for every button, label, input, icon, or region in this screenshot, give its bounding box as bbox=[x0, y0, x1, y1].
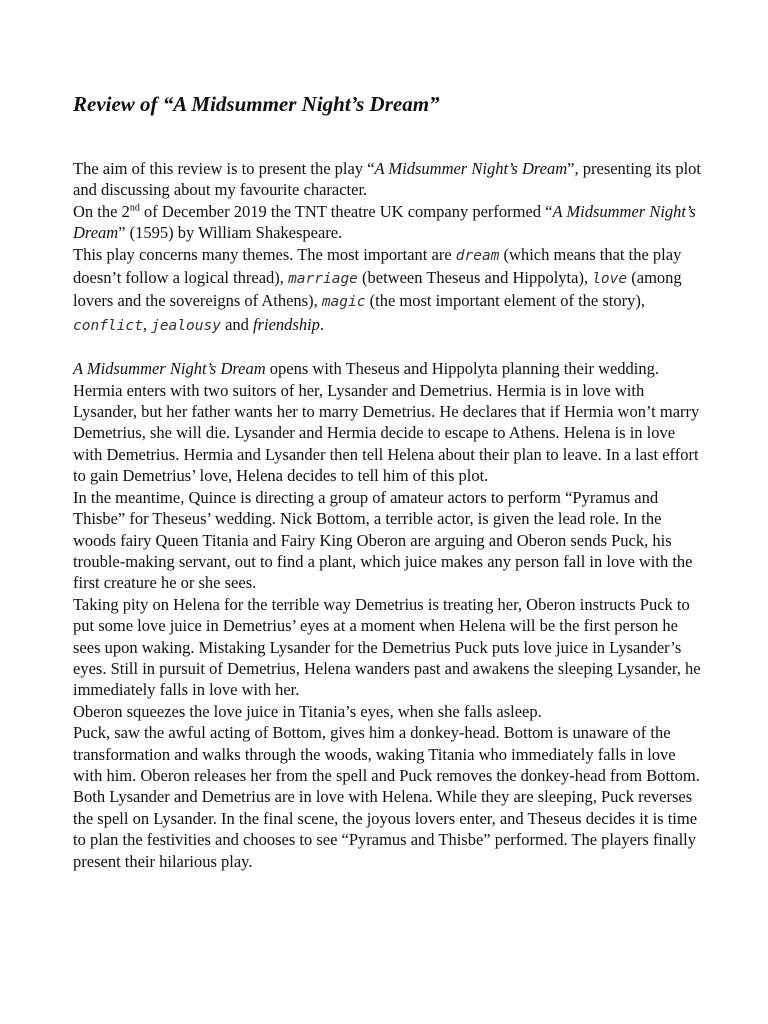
themes-text-g: and bbox=[220, 314, 254, 334]
intro-aim-text-a: The aim of this review is to present the play “ bbox=[73, 159, 375, 178]
themes-text-f: , bbox=[142, 314, 152, 334]
theme-conflict: conflict bbox=[73, 317, 143, 334]
plot-paragraph-oberon: Taking pity on Helena for the terrible way Demetrius is treating her, Oberon instructs Puck to put some love juice in Demetrius’ eyes at a moment when Helena will be the first person he sees upon waking. Mistaking Lysander for the Demetrius Puck puts love juice in Lysander’s eyes. Still in pursuit of Demetrius, Helena wanders past and awakens the sleeping Lysander, he immediately falls in love with her. bbox=[73, 594, 701, 700]
plot-paragraph-finale: Both Lysander and Demetrius are in love with Helena. While they are sleeping, Puck reverses the spell on Lysander. In the final scene, the joyous lovers enter, and Theseus decides it is time to plan the festivities and chooses to see “Pyramus and Thisbe” performed. The players finally present their hilarious play. bbox=[73, 787, 698, 871]
intro-paragraph-aim bbox=[73, 158, 705, 201]
intro-performance-text-c: ” (1595) by William Shakespeare. bbox=[118, 223, 343, 243]
theme-love: love bbox=[592, 271, 628, 288]
plot-paragraph-titania: Oberon squeezes the love juice in Titania’s eyes, when she falls asleep. bbox=[73, 701, 542, 721]
theme-friendship: friendship bbox=[253, 314, 320, 334]
themes-text-a: This play concerns many themes. The most important are bbox=[73, 244, 456, 264]
themes-text-c: (between Theseus and Hippolyta), bbox=[357, 268, 593, 288]
document-page bbox=[73, 90, 705, 872]
theme-marriage: marriage bbox=[288, 271, 358, 288]
plot-opening-play-title: A Midsummer Night’s Dream bbox=[73, 359, 266, 379]
plot-paragraph-quince: In the meantime, Quince is directing a group of amateur actors to perform “Pyramus and Thisbe” for Theseus’ wedding. Nick Bottom, a terrible actor, is given the lead role. In the woods fairy Queen Titania and Fairy King Oberon are arguing and Oberon sends Puck, his trouble-making servant, out to find a plant, which juice makes any person fall in love with the first creature he or she sees. bbox=[73, 487, 693, 593]
intro-paragraph-performance bbox=[73, 201, 705, 244]
intro-paragraph-themes bbox=[73, 244, 705, 338]
intro-aim-play-title: A Midsummer Night’s Dream bbox=[374, 159, 568, 178]
intro-aim-text-b: ”, presenting its plot and discussing about my favourite character. bbox=[73, 159, 701, 200]
theme-magic: magic bbox=[321, 294, 366, 311]
theme-dream: dream bbox=[455, 247, 500, 264]
intro-performance-text-a: On the 2 bbox=[73, 201, 130, 221]
document-title: Review of “A Midsummer Night’s Dream” bbox=[73, 92, 440, 116]
intro-performance-text-b: of December 2019 the TNT theatre UK company performed “ bbox=[139, 201, 553, 221]
intro-performance-ordinal: nd bbox=[129, 202, 140, 214]
plot-paragraph-bottom: Puck, saw the awful acting of Bottom, gives him a donkey-head. Bottom is unaware of the transformation and walks through the woods, waking Titania who immediately falls in love with him. Oberon releases her from the spell and Puck removes the donkey-head from Bottom. bbox=[73, 723, 700, 785]
themes-text-b: (which means that the play doesn’t follow a logical thread), bbox=[73, 244, 682, 288]
plot-opening-text: opens with Theseus and Hippolyta planning their wedding. Hermia enters with two suitors of her, Lysander and Demetrius. Hermia is in love with Lysander, but her father wants her to marry Demetrius. He declares that if Hermia won’t marry Demetrius, she will die. Lysander and Hermia decide to escape to Athens. Helena is in love with Demetrius. Hermia and Lysander then tell Helena about their plan to leave. In a last effort to gain Demetrius’ love, Helena decides to tell him of this plot. bbox=[73, 359, 700, 486]
plot-paragraph-opening bbox=[73, 358, 705, 486]
themes-text-d: (among lovers and the sovereigns of Athens), bbox=[73, 268, 682, 311]
themes-text-h: . bbox=[319, 314, 325, 334]
intro-performance-play-title: A Midsummer Night’s Dream bbox=[73, 201, 696, 243]
theme-jealousy: jealousy bbox=[151, 317, 221, 334]
themes-text-e: (the most important element of the story), bbox=[365, 291, 646, 311]
